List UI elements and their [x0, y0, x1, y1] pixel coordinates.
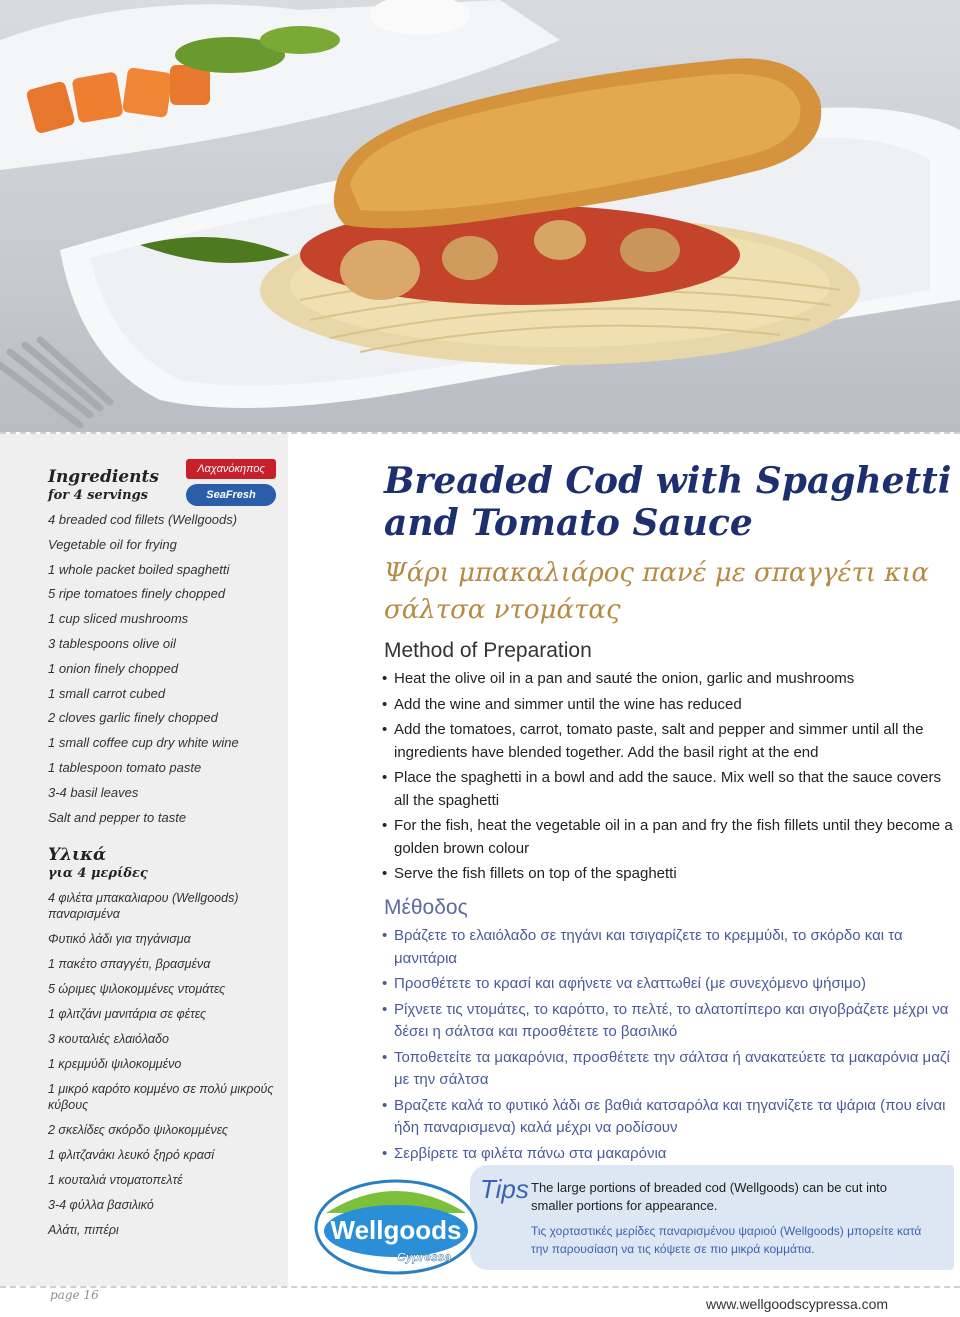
method-en-section [384, 638, 954, 889]
ylika-item: 3-4 φύλλα βασιλικό [48, 1197, 154, 1212]
ingredient-item: 3-4 basil leaves [48, 784, 139, 800]
method-step-en: • For the fish, heat the vegetable oil in a pan and fry the fish fillets until they become a golden brown colour [384, 815, 954, 860]
ingredient-item: 1 cup sliced mushrooms [48, 611, 189, 627]
method-step-gr: • Βράζετε το ελαιόλαδο σε τηγάνι και τσιγαρίζετε το κρεμμύδι, το σκόρδο και τα μανιτάρια [384, 925, 954, 970]
ylika-item: 1 κουταλιά ντοματοπελτέ [48, 1172, 183, 1187]
ylika-title: Υλικά [48, 844, 107, 865]
method-gr-section [384, 895, 954, 1168]
ingredient-item: 1 small carrot cubed [48, 685, 166, 701]
recipe-title-gr: Ψάρι μπακαλιάρος πανέ με σπαγγέτι κια σάλτσα ντομάτας [384, 558, 930, 625]
method-step-gr: • Προσθέτετε το κρασί και αφήνετε να ελαττωθεί (με συνεχόμενο ψήσιμο) [384, 973, 954, 996]
ingredient-item: 1 tablespoon tomato paste [48, 759, 202, 775]
ingredients-panel [0, 434, 288, 1286]
tips-text-en: The large portions of breaded cod (Wellgoods) can be cut into smaller portions for appearance. [531, 1180, 888, 1213]
ylika-item: 1 κρεμμύδι ψιλοκομμένο [48, 1056, 182, 1071]
method-step-gr: • Ρίχνετε τις ντομάτες, το καρόττο, το πελτέ, το αλατοπίπερο και σιγοβράζετε μέχρι να δέσει η σάλτσα και προσθέτετε το βασιλικό [384, 999, 954, 1044]
ingredients-list [48, 512, 284, 826]
ingredient-item: Vegetable oil for frying [48, 536, 177, 552]
wellgoods-logo-subtext: Cypressa [396, 1250, 452, 1264]
ylika-item: 1 φλιτζάνι μανιτάρια σε φέτες [48, 1006, 207, 1021]
ingredient-item: 3 tablespoons olive oil [48, 635, 176, 651]
ingredient-item: 2 cloves garlic finely chopped [48, 710, 218, 726]
ylika-item: 4 φιλέτα μπακαλιαρου (Wellgoods) παναρισμένα [48, 890, 239, 921]
wellgoods-logo-text: Wellgoods [330, 1215, 462, 1245]
ylika-list [48, 890, 284, 1238]
ylika-item: 2 σκελίδες σκόρδο ψιλοκομμένες [48, 1122, 228, 1137]
website-url: www.wellgoodscypressa.com [706, 1296, 889, 1312]
method-step-en: • Place the spaghetti in a bowl and add the sauce. Mix well so that the sauce covers all the spaghetti [384, 767, 954, 812]
ylika-item: 1 μικρό καρότο κομμένο σε πολύ μικρούς κύβους [48, 1081, 274, 1112]
ylika-servings: για 4 μερίδες [48, 865, 148, 881]
laxanokipos-logo: Λαχανόκηπος [186, 459, 276, 479]
ingredient-item: 4 breaded cod fillets (Wellgoods) [48, 512, 238, 527]
tips-text-gr: Τις χορταστικές μερίδες παναρισμένου ψαριού (Wellgoods) μπορείτε κατά την παρουσίαση να τις κόψετε σε πιο μικρά κομμάτια. [531, 1224, 922, 1256]
ylika-item: Αλάτι, πιπέρι [48, 1222, 119, 1237]
bottom-divider [0, 1286, 960, 1288]
ingredients-title: Ingredients [48, 467, 159, 487]
method-step-en: • Add the wine and simmer until the wine has reduced [384, 694, 954, 717]
seafresh-logo: SeaFresh [186, 484, 276, 506]
method-gr-heading: Μέθοδος [384, 896, 468, 919]
ylika-item: 1 φλιτζανάκι λευκό ξηρό κρασί [48, 1147, 215, 1162]
ingredients-servings: for 4 servings [48, 488, 149, 503]
recipe-title-en: Breaded Cod with Spaghetti and Tomato Sauce [384, 460, 952, 544]
method-step-gr: • Τοποθετείτε τα μακαρόνια, προσθέτετε την σάλτσα ή ανακατεύετε τα μακαρόνια μαζί με την σάλτσα [384, 1047, 954, 1092]
method-step-gr: • Σερβίρετε τα φιλέτα πάνω στα μακαρόνια [384, 1143, 954, 1166]
method-step-en: • Add the tomatoes, carrot, tomato paste, salt and pepper and simmer until all the ingredients have blended together. Add the basil right at the end [384, 719, 954, 764]
method-step-en: • Serve the fish fillets on top of the spaghetti [384, 863, 954, 886]
method-step-en: • Heat the olive oil in a pan and sauté the onion, garlic and mushrooms [384, 668, 954, 691]
method-en-heading: Method of Preparation [384, 639, 592, 662]
ylika-item: 3 κουταλιές ελαιόλαδο [48, 1031, 169, 1046]
ingredient-item: Salt and pepper to taste [48, 809, 187, 825]
wellgoods-logo [312, 1165, 480, 1277]
tips-label: Tips [480, 1174, 529, 1204]
page-number: page 16 [50, 1288, 99, 1302]
method-gr-steps [384, 925, 954, 1165]
method-step-gr: • Βραζετε καλά το φυτικό λάδι σε βαθιά κατσαρόλα και τηγανίζετε τα ψάρια (που είναι ήδη παναρισμενα) καλά μέχρι να ροδίσουν [384, 1095, 954, 1140]
ingredient-item: 1 onion finely chopped [48, 660, 179, 676]
ylika-item: 1 πακέτο σπαγγέτι, βρασμένα [48, 956, 211, 971]
ylika-item: Φυτικό λάδι για τηγάνισμα [48, 931, 191, 946]
ylika-item: 5 ώριμες ψιλοκομμένες ντομάτες [48, 981, 226, 996]
ingredient-item: 1 whole packet boiled spaghetti [48, 561, 230, 577]
ingredient-item: 5 ripe tomatoes finely chopped [48, 586, 226, 602]
ingredient-item: 1 small coffee cup dry white wine [48, 735, 239, 751]
hero-photo [0, 0, 960, 432]
method-en-steps [384, 668, 954, 886]
breaded-cod-dish-illustration [0, 0, 960, 432]
